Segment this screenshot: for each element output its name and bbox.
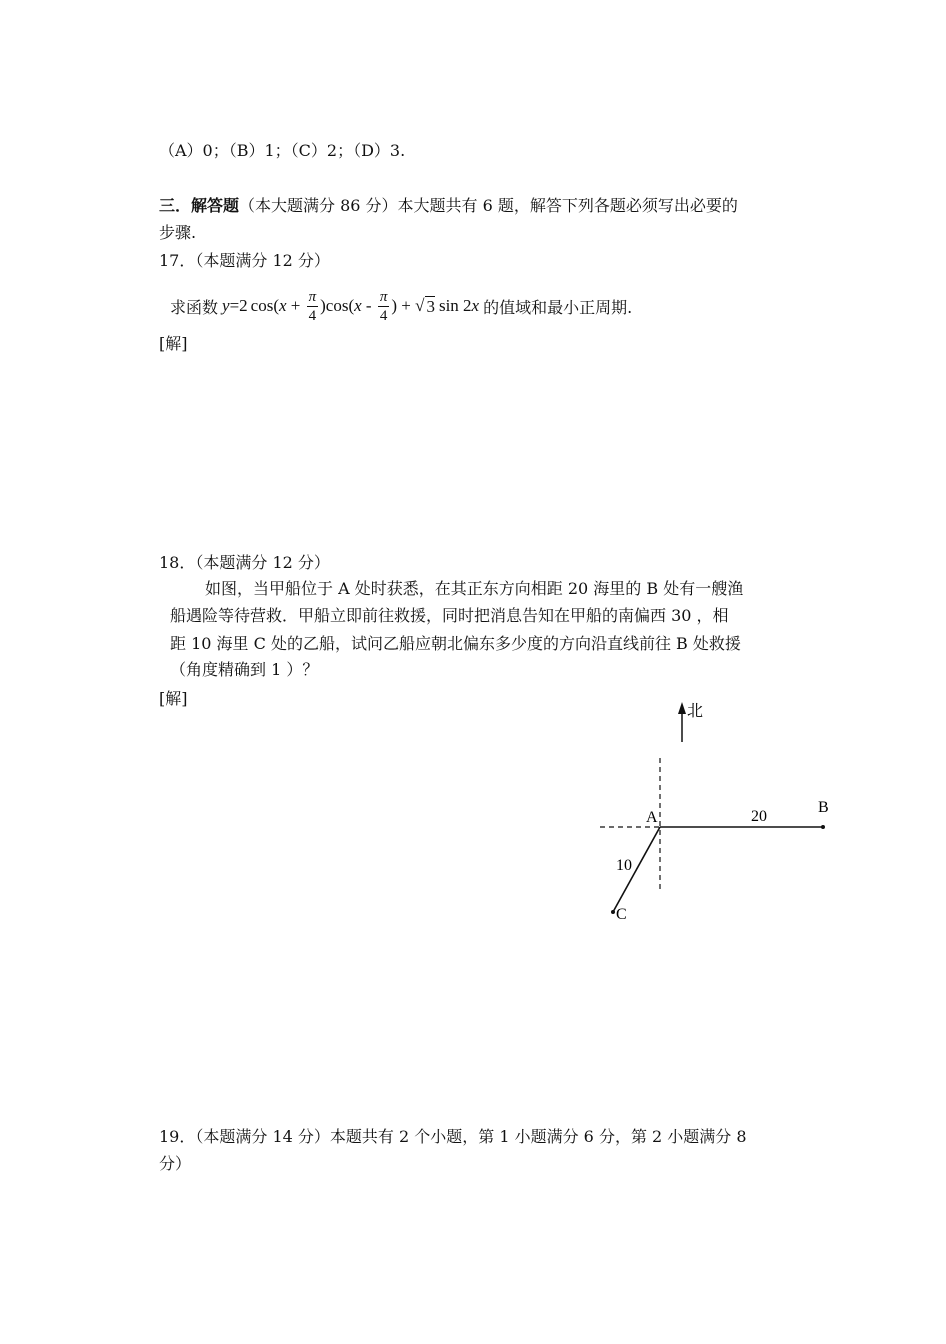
q18-diagram xyxy=(580,690,860,930)
q17-frac1-num: π xyxy=(308,288,317,305)
q17-minus: - xyxy=(361,296,376,315)
section3-intro-cont: 步骤. xyxy=(159,223,197,242)
q17-x2: x xyxy=(354,296,362,315)
q19-line1: 19．（本题满分 14 分）本题共有 2 个小题，第 1 小题满分 6 分，第 2 小题满分 8 xyxy=(159,1127,747,1146)
q17-frac2-num: π xyxy=(379,288,388,305)
q17-header: 17．（本题满分 12 分） xyxy=(159,251,330,270)
q18-header: 18．（本题满分 12 分） xyxy=(159,553,330,572)
label-a: A xyxy=(646,809,658,826)
north-arrow-icon xyxy=(678,702,686,714)
options-line: （A）0；（B）1；（C）2；（D）3. xyxy=(159,141,406,160)
q19-line2: 分） xyxy=(159,1154,192,1173)
label-c: C xyxy=(616,906,627,923)
q17-eq: =2 xyxy=(229,296,248,315)
q17-root-sign: √ xyxy=(415,296,425,315)
q18-line3: 距 10 海里 C 处的乙船，试问乙船应朝北偏东多少度的方向沿直线前往 B 处救援 xyxy=(170,634,741,653)
distance-ac: 10 xyxy=(616,857,632,874)
q17-plus: + xyxy=(286,296,305,315)
q17-x1: x xyxy=(278,296,287,315)
q18-line1: 如图，当甲船位于 A 处时获悉，在其正东方向相距 20 海里的 B 处有一艘渔 xyxy=(205,579,744,598)
q17-cos1: cos( xyxy=(250,296,279,315)
q17-sin: sin 2 xyxy=(438,296,472,315)
north-label: 北 xyxy=(687,701,704,720)
distance-ab: 20 xyxy=(751,808,767,825)
q17-y: y xyxy=(222,296,230,315)
q18-answer: [解] xyxy=(159,689,188,708)
q17-close-plus: ) + xyxy=(391,296,416,315)
q18-line2: 船遇险等待营救．甲船立即前往救援，同时把消息告知在甲船的南偏西 30 ，相 xyxy=(170,606,729,625)
q17-prefix: 求函数 xyxy=(170,297,219,317)
q17-frac2-den: 4 xyxy=(379,307,388,324)
point-b-dot xyxy=(821,825,825,829)
point-c-dot xyxy=(611,910,615,914)
q17-suffix: 的值域和最小正周期. xyxy=(483,297,633,317)
q18-line4: （角度精确到 1 ）？ xyxy=(170,660,319,679)
q17-frac2 xyxy=(378,288,390,325)
q17-frac1 xyxy=(307,288,319,325)
q17-cos2: )cos( xyxy=(320,296,355,315)
section3-heading-line xyxy=(159,195,738,217)
section3-intro: （本大题满分 86 分）本大题共有 6 题，解答下列各题必须写出必要的 xyxy=(239,196,738,215)
q17-root-val: 3 xyxy=(426,296,435,316)
q17-x3: x xyxy=(471,296,480,315)
label-b: B xyxy=(818,799,829,816)
section3-heading: 三．解答题 xyxy=(159,196,240,215)
q17-formula xyxy=(170,284,632,328)
q17-answer: [解] xyxy=(159,334,188,353)
q17-frac1-den: 4 xyxy=(308,307,317,324)
